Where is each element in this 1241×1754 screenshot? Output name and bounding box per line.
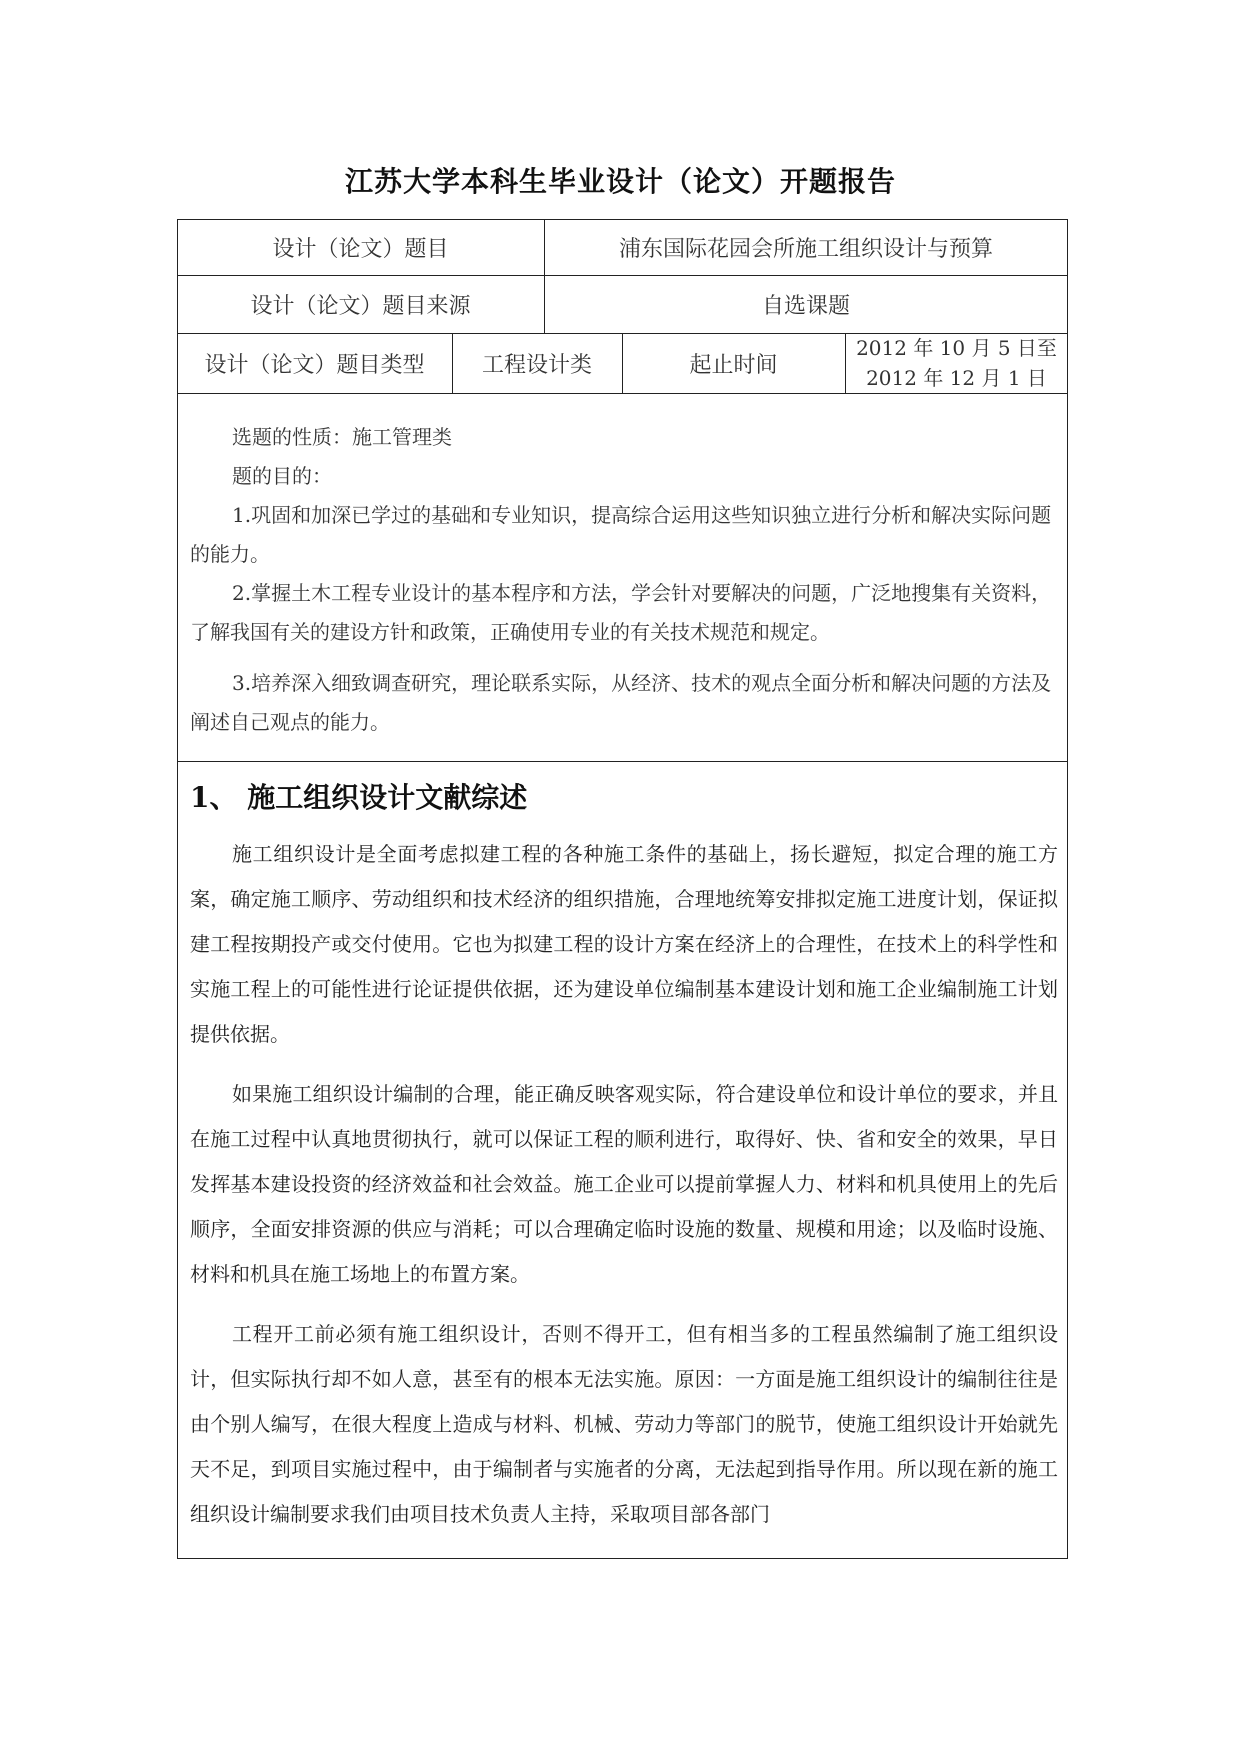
purpose-block	[190, 418, 1058, 742]
type-label: 设计（论文）题目类型	[204, 352, 425, 378]
body-paragraph: 施工组织设计是全面考虑拟建工程的各种施工条件的基础上，扬长避短，拟定合理的施工方案，确定施工顺序、劳动组织和技术经济的组织措施，合理地统筹安排拟定施工进度计划，保证拟建工程按期投产或交付使用。它也为拟建工程的设计方案在经济上的合理性，在技术上的科学性和实施工程上的可能性进行论证提供依据，还为建设单位编制基本建设计划和施工企业编制施工计划提供依据。	[190, 842, 1058, 1046]
topic-nature: 选题的性质：施工管理类	[232, 425, 452, 449]
section-divider	[177, 761, 1068, 762]
topic-value: 浦东国际花园会所施工组织设计与预算	[618, 236, 993, 262]
period-start: 2012 年 10 月 5 日至	[856, 336, 1057, 360]
aim-item: 1.巩固和加深已学过的基础和专业知识，提高综合运用这些知识独立进行分析和解决实际问题的能力。	[190, 503, 1052, 566]
aim-item: 3.培养深入细致调查研究，理论联系实际，从经济、技术的观点全面分析和解决问题的方法及阐述自己观点的能力。	[190, 671, 1052, 734]
source-value: 自选课题	[761, 293, 850, 319]
topic-label: 设计（论文）题目	[272, 236, 449, 262]
period-end: 2012 年 12 月 1 日	[866, 366, 1047, 390]
table-row-divider	[177, 393, 1068, 394]
type-value: 工程设计类	[481, 352, 592, 378]
section-body	[190, 832, 1058, 1552]
section-heading: 1、 施工组织设计文献综述	[190, 781, 528, 814]
page-title: 江苏大学本科生毕业设计（论文）开题报告	[344, 165, 896, 198]
aim-label: 题的目的：	[232, 464, 332, 488]
body-paragraph: 如果施工组织设计编制的合理，能正确反映客观实际，符合建设单位和设计单位的要求，并且在施工过程中认真地贯彻执行，就可以保证工程的顺利进行，取得好、快、省和安全的效果，早日发挥基本建设投资的经济效益和社会效益。施工企业可以提前掌握人力、材料和机具使用上的先后顺序，全面安排资源的供应与消耗；可以合理确定临时设施的数量、规模和用途；以及临时设施、材料和机具在施工场地上的布置方案。	[190, 1082, 1058, 1286]
source-label: 设计（论文）题目来源	[250, 293, 471, 319]
period-value	[845, 333, 1068, 393]
body-paragraph: 工程开工前必须有施工组织设计，否则不得开工，但有相当多的工程虽然编制了施工组织设计，但实际执行却不如人意，甚至有的根本无法实施。原因：一方面是施工组织设计的编制往往是由个别人编写，在很大程度上造成与材料、机械、劳动力等部门的脱节，使施工组织设计开始就先天不足，到项目实施过程中，由于编制者与实施者的分离，无法起到指导作用。所以现在新的施工组织设计编制要求我们由项目技术负责人主持，采取项目部各部门	[190, 1322, 1058, 1526]
aim-item: 2.掌握土木工程专业设计的基本程序和方法，学会针对要解决的问题，广泛地搜集有关资料，了解我国有关的建设方针和政策，正确使用专业的有关技术规范和规定。	[190, 581, 1052, 644]
period-label: 起止时间	[689, 352, 778, 378]
